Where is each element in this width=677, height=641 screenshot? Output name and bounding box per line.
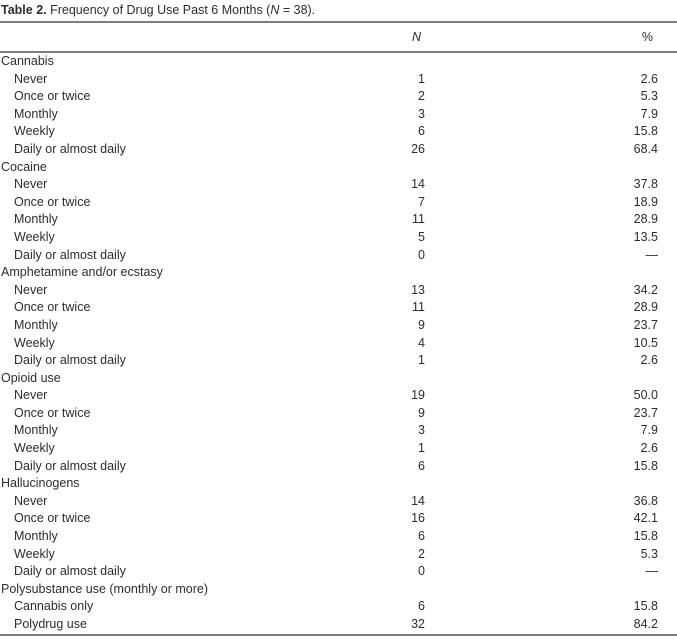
- percent-value: 28.9: [633, 300, 658, 315]
- percent-value: 13.5: [633, 229, 658, 244]
- frequency-row: [0, 352, 677, 370]
- frequency-label: Never: [14, 493, 48, 508]
- frequency-row: [0, 194, 677, 212]
- n-cell-empty: [300, 581, 425, 599]
- frequency-row: [0, 440, 677, 458]
- frequency-row: [0, 335, 677, 353]
- drug-category-row: [0, 159, 677, 177]
- frequency-label: Daily or almost daily: [14, 141, 126, 156]
- n-value: 3: [418, 423, 425, 438]
- percent-cell-empty: [425, 159, 677, 177]
- frequency-row: [0, 405, 677, 423]
- percent-value: —: [645, 247, 658, 262]
- frequency-label: Monthly: [14, 106, 58, 121]
- table-number: Table 2.: [1, 3, 47, 17]
- frequency-label: Never: [14, 71, 48, 86]
- n-value: 19: [411, 388, 425, 403]
- percent-value: 15.8: [633, 599, 658, 614]
- n-value: 0: [418, 247, 425, 262]
- drug-category-label: Cannabis: [1, 54, 54, 68]
- n-value: 14: [411, 177, 425, 192]
- drug-category-label: Cocaine: [1, 159, 47, 174]
- column-header-n: N: [411, 30, 421, 44]
- n-value: 26: [411, 141, 425, 156]
- frequency-row: [0, 282, 677, 300]
- n-cell-empty: [300, 475, 425, 493]
- drug-category-row: [0, 264, 677, 282]
- n-cell-empty: [300, 370, 425, 388]
- n-value: 0: [418, 564, 425, 579]
- n-value: 16: [411, 511, 425, 526]
- frequency-row: [0, 211, 677, 229]
- percent-value: 15.8: [633, 124, 658, 139]
- frequency-label: Once or twice: [14, 405, 91, 420]
- frequency-label: Never: [14, 177, 48, 192]
- frequency-row: [0, 247, 677, 265]
- percent-cell-empty: [425, 52, 677, 71]
- percent-value: 15.8: [633, 529, 658, 544]
- percent-value: 68.4: [633, 141, 658, 156]
- percent-value: —: [645, 564, 658, 579]
- percent-value: 2.6: [640, 441, 658, 456]
- n-value: 9: [418, 317, 425, 332]
- n-cell-empty: [300, 52, 425, 71]
- frequency-label: Daily or almost daily: [14, 247, 126, 262]
- n-value: 9: [418, 405, 425, 420]
- frequency-label: Monthly: [14, 212, 58, 227]
- percent-value: 7.9: [640, 106, 658, 121]
- n-value: 3: [418, 106, 425, 121]
- n-value: 5: [418, 229, 425, 244]
- drug-category-label: Polysubstance use (monthly or more): [1, 581, 209, 596]
- percent-value: 84.2: [633, 617, 658, 631]
- frequency-label: Once or twice: [14, 511, 91, 526]
- n-value: 7: [418, 194, 425, 209]
- frequency-label: Weekly: [14, 229, 55, 244]
- percent-cell-empty: [425, 264, 677, 282]
- n-value: 6: [418, 599, 425, 614]
- n-value: 1: [418, 353, 425, 368]
- table-caption-text: Frequency of Drug Use Past 6 Months (: [46, 3, 271, 17]
- frequency-label: Weekly: [14, 546, 55, 561]
- drug-category-row: [0, 581, 677, 599]
- frequency-label: Once or twice: [14, 194, 91, 209]
- n-value: 4: [418, 335, 425, 350]
- frequency-row: [0, 616, 677, 635]
- frequency-label: Never: [14, 388, 48, 403]
- frequency-label: Daily or almost daily: [14, 353, 126, 368]
- percent-value: 10.5: [633, 335, 658, 350]
- n-cell-empty: [300, 159, 425, 177]
- percent-value: 28.9: [633, 212, 658, 227]
- n-value: 6: [418, 529, 425, 544]
- frequency-label: Never: [14, 282, 48, 297]
- column-header-blank: [0, 22, 300, 52]
- drug-category-label: Hallucinogens: [1, 476, 80, 491]
- frequency-row: [0, 71, 677, 89]
- frequency-label: Weekly: [14, 441, 55, 456]
- frequency-label: Cannabis only: [14, 599, 94, 614]
- frequency-label: Monthly: [14, 423, 58, 438]
- frequency-row: [0, 458, 677, 476]
- frequency-row: [0, 387, 677, 405]
- frequency-row: [0, 88, 677, 106]
- frequency-row: [0, 598, 677, 616]
- n-value: 32: [411, 617, 425, 631]
- drug-category-row: [0, 52, 677, 71]
- percent-value: 37.8: [633, 177, 658, 192]
- percent-value: 2.6: [640, 71, 658, 86]
- frequency-label: Weekly: [14, 124, 55, 139]
- frequency-row: [0, 123, 677, 141]
- frequency-row: [0, 141, 677, 159]
- drug-category-row: [0, 475, 677, 493]
- n-value: 1: [418, 71, 425, 86]
- frequency-row: [0, 510, 677, 528]
- table-caption: [0, 0, 677, 18]
- table-caption-suffix: = 38).: [279, 3, 316, 17]
- frequency-row: [0, 493, 677, 511]
- frequency-label: Daily or almost daily: [14, 458, 126, 473]
- percent-value: 18.9: [633, 194, 658, 209]
- percent-value: 36.8: [633, 493, 658, 508]
- frequency-row: [0, 546, 677, 564]
- n-value: 11: [412, 212, 425, 227]
- frequency-label: Monthly: [14, 529, 58, 544]
- n-value: 11: [412, 300, 425, 315]
- frequency-label: Polydrug use: [14, 617, 87, 631]
- header-row: [0, 22, 677, 52]
- n-value: 6: [418, 124, 425, 139]
- column-header-percent: %: [641, 30, 653, 44]
- drug-category-label: Amphetamine and/or ecstasy: [1, 265, 163, 280]
- n-value: 6: [418, 458, 425, 473]
- frequency-row: [0, 528, 677, 546]
- percent-value: 42.1: [633, 511, 658, 526]
- frequency-label: Weekly: [14, 335, 55, 350]
- percent-cell-empty: [425, 581, 677, 599]
- percent-value: 23.7: [633, 317, 658, 332]
- n-value: 13: [411, 282, 425, 297]
- frequency-row: [0, 422, 677, 440]
- frequency-row: [0, 229, 677, 247]
- frequency-label: Once or twice: [14, 89, 91, 104]
- percent-value: 23.7: [633, 405, 658, 420]
- frequency-row: [0, 317, 677, 335]
- caption-n-symbol: N: [270, 3, 280, 17]
- n-value: 14: [411, 493, 425, 508]
- frequency-label: Monthly: [14, 317, 58, 332]
- n-value: 2: [418, 546, 425, 561]
- n-value: 2: [418, 89, 425, 104]
- percent-value: 15.8: [633, 458, 658, 473]
- percent-value: 7.9: [640, 423, 658, 438]
- percent-value: 50.0: [633, 388, 658, 403]
- n-value: 1: [418, 441, 425, 456]
- frequency-table: [0, 21, 677, 636]
- frequency-label: Daily or almost daily: [14, 564, 126, 579]
- n-cell-empty: [300, 264, 425, 282]
- frequency-row: [0, 299, 677, 317]
- percent-cell-empty: [425, 475, 677, 493]
- frequency-row: [0, 106, 677, 124]
- percent-value: 34.2: [633, 282, 658, 297]
- percent-value: 5.3: [640, 89, 658, 104]
- percent-value: 5.3: [640, 546, 658, 561]
- drug-category-label: Opioid use: [1, 370, 61, 385]
- frequency-row: [0, 176, 677, 194]
- frequency-label: Once or twice: [14, 300, 91, 315]
- frequency-row: [0, 563, 677, 581]
- drug-category-row: [0, 370, 677, 388]
- percent-value: 2.6: [640, 353, 658, 368]
- percent-cell-empty: [425, 370, 677, 388]
